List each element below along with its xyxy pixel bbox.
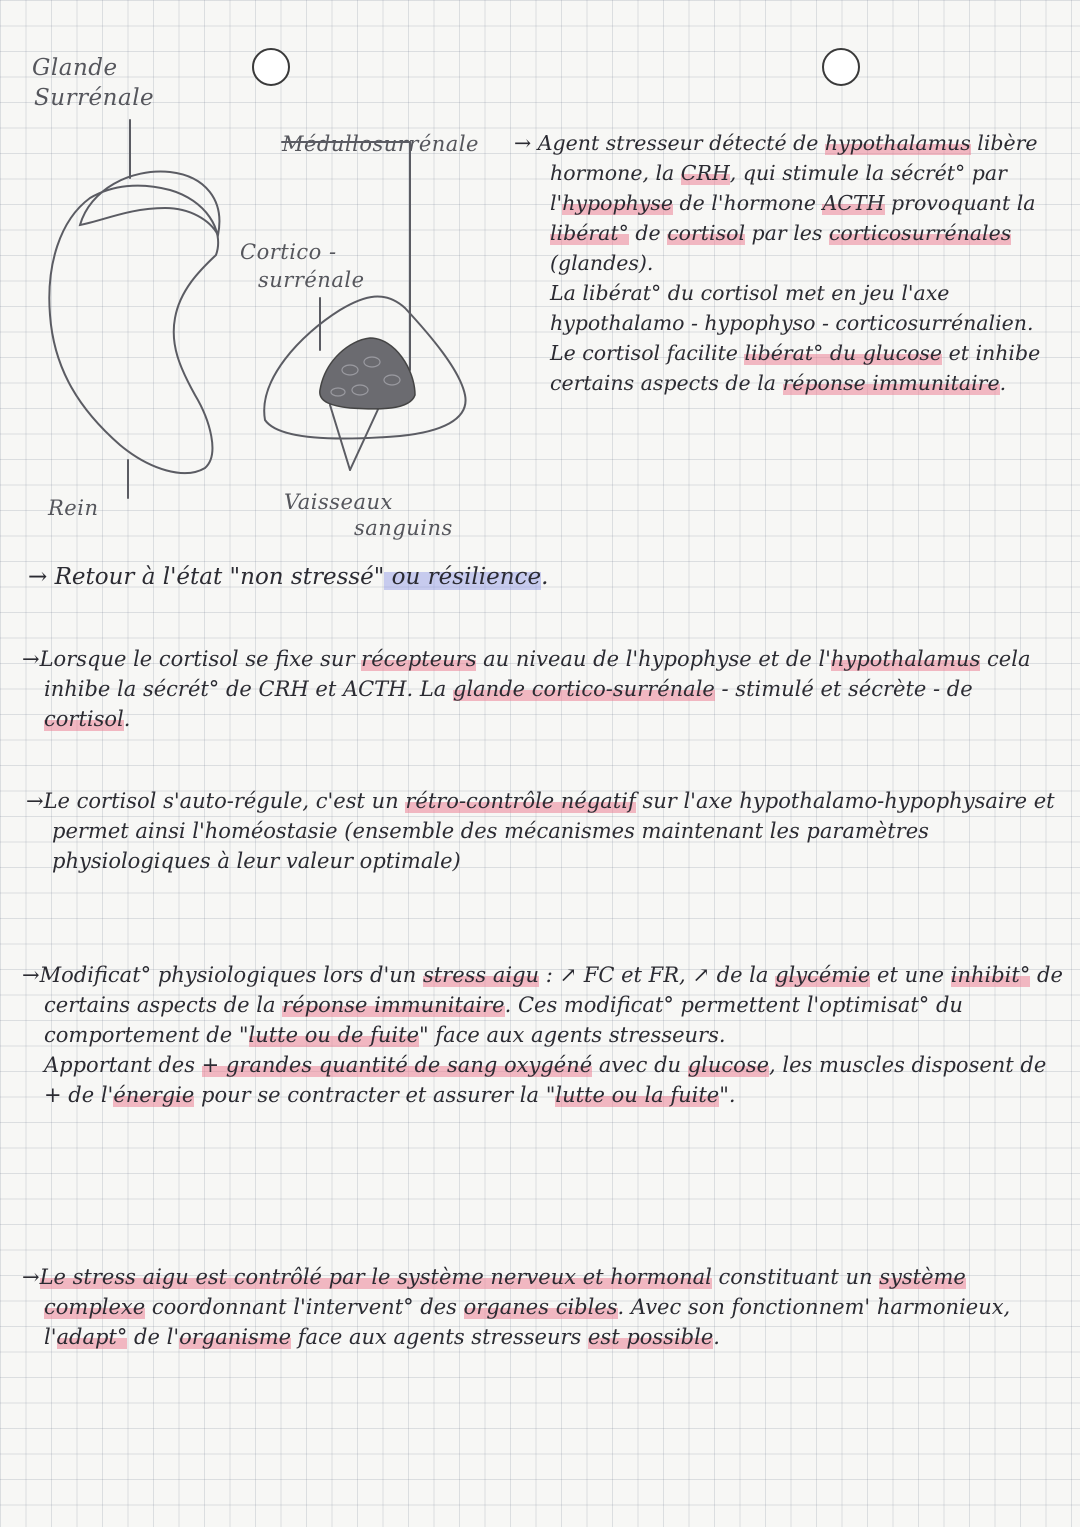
highlight-hypothalamus: hypothalamus [830, 647, 981, 671]
highlight-glycemie: glycémie [775, 963, 871, 987]
text-span: Le cortisol s'auto-régule, c'est un [43, 789, 406, 813]
highlight-lutte-fuite: lutte ou la fuite [555, 1083, 720, 1107]
highlight-stress-control: Le stress aigu est contrôlé par le système nerveux et hormonal [39, 1265, 712, 1289]
highlight-possible: est possible [588, 1325, 714, 1349]
text-span: et inhibe certains aspects de la [550, 341, 1041, 395]
paragraph-retrocontrole [22, 644, 1064, 734]
highlight-adaptation: adapt° [56, 1325, 128, 1349]
text-span: . [999, 371, 1007, 395]
text-span: . [713, 1325, 720, 1349]
arrow-icon: → [22, 1265, 40, 1289]
text-span: face aux agents stresseurs [291, 1325, 588, 1349]
highlight-glucose: glucose [687, 1053, 770, 1077]
label-vaisseaux-line1: Vaisseaux [284, 490, 393, 514]
text-span: , les muscles disposent de + de l' [44, 1053, 1047, 1107]
text-span: provoquant la [884, 191, 1036, 215]
text-span: " face aux agents stresseurs. [419, 1023, 726, 1047]
highlight-lutte-fuite: lutte ou de fuite [248, 1023, 419, 1047]
arrow-icon: → [514, 131, 532, 155]
diagram-title-line1: Glande [32, 55, 118, 81]
text-span: Lorsque le cortisol se fixe sur [39, 647, 362, 671]
label-corticosurrenale-line1: Cortico - [240, 240, 337, 264]
highlight-stress-aigu: stress aigu [422, 963, 540, 987]
text-span: Agent stresseur détecté de [537, 131, 825, 155]
notes-cortisol-axis: La libérat° du cortisol met en jeu l'axe hypothalamo - hypophyso - corticosurrénalien. [550, 281, 1034, 335]
paragraph-text [44, 1050, 1064, 1110]
arrow-icon: → [26, 789, 44, 813]
label-corticosurrenale-line2: surrénale [258, 268, 365, 292]
retour-text: Retour à l'état "non stressé" [54, 564, 385, 590]
text-span: avec du [592, 1053, 688, 1077]
notes-cortisol-effects [550, 338, 1070, 398]
paragraph-text [22, 644, 1064, 734]
binder-hole-right [822, 48, 860, 86]
paragraph-autoregulation [26, 786, 1072, 876]
text-span: de [628, 221, 668, 245]
highlight-glucose: libérat° du glucose [744, 341, 943, 365]
label-vaisseaux-line2: sanguins [354, 516, 453, 540]
paragraph-text [22, 960, 1064, 1050]
medulla-core [320, 338, 415, 409]
paragraph-text [22, 1262, 1064, 1352]
text-span: Modificat° physiologiques lors d'un [39, 963, 423, 987]
highlight-recepteurs: récepteurs [361, 647, 477, 671]
text-span: Le cortisol facilite [550, 341, 745, 365]
arrow-icon: → [28, 564, 48, 590]
diagram-title-line2: Surrénale [34, 85, 155, 111]
highlight-cortisol: cortisol [44, 707, 124, 731]
highlight-energie: énergie [113, 1083, 195, 1107]
text-span: par les [745, 221, 829, 245]
text-span: coordonnant l'intervent° des [145, 1295, 464, 1319]
text-span: (glandes). [550, 251, 654, 275]
highlight-crh: CRH [680, 161, 730, 185]
paragraph-controle [22, 1262, 1064, 1352]
text-span: de l' [127, 1325, 180, 1349]
highlight-immune-response: réponse immunitaire [282, 993, 505, 1017]
highlight-liberation: libérat° [550, 221, 629, 245]
paragraph-text [26, 786, 1072, 876]
text-span: . [541, 564, 549, 590]
text-span: . [123, 707, 131, 731]
text-span: Apportant des [44, 1053, 202, 1077]
highlight-hypophyse: hypophyse [562, 191, 674, 215]
text-span: libère hormone, la [550, 131, 1038, 185]
adrenal-gland-diagram [20, 50, 560, 550]
highlight-corticosurrenales: corticosurrénales [828, 221, 1012, 245]
arrow-icon: → [22, 963, 40, 987]
text-span: de l'hormone [673, 191, 823, 215]
text-span: . Avec son fonctionnem' harmonieux, l' [44, 1295, 1011, 1349]
label-medullosurrenale: Médullosurrénale [282, 132, 479, 156]
paragraph-stress-aigu [22, 960, 1064, 1110]
highlight-organes-cibles: organes cibles [463, 1295, 618, 1319]
text-span: , qui stimule la sécrét° par l' [550, 161, 1007, 215]
text-span: : ↗ FC et FR, ↗ de la [539, 963, 776, 987]
text-span: pour se contracter et assurer la " [194, 1083, 556, 1107]
text-span: et une [870, 963, 951, 987]
text-span: au niveau de l'hypophyse et de l' [476, 647, 831, 671]
highlight-resilience: ou résilience [384, 564, 542, 590]
kidney-outline [49, 186, 218, 473]
label-rein: Rein [48, 496, 99, 520]
top-right-notes [514, 128, 1070, 398]
highlight-acth: ACTH [822, 191, 885, 215]
text-span: - stimulé et sécrète - de [714, 677, 973, 701]
text-span: de certains aspects de la [44, 963, 1063, 1017]
highlight-inhibition: inhibit° [950, 963, 1031, 987]
text-span: ". [719, 1083, 736, 1107]
highlight-immune-response: réponse immunitaire [782, 371, 1000, 395]
text-span: cela inhibe la sécrét° de CRH et ACTH. La [44, 647, 1031, 701]
highlight-systeme-complexe: système complexe [44, 1265, 966, 1319]
notes-axis-paragraph [514, 128, 1070, 278]
adrenal-cap-outline [80, 172, 219, 235]
retour-line [28, 562, 1048, 592]
highlight-hypothalamus: hypothalamus [824, 131, 971, 155]
diagram-drawing [20, 50, 560, 550]
text-span: . Ces modificat° permettent l'optimisat° du comportement de " [44, 993, 963, 1047]
highlight-cortisol: cortisol [667, 221, 746, 245]
highlight-glande-cortico: glande cortico-surrénale [453, 677, 715, 701]
arrow-icon: → [22, 647, 40, 671]
highlight-retrocontrole: rétro-contrôle négatif [405, 789, 636, 813]
highlight-sang-oxygene: + grandes quantité de sang oxygéné [201, 1053, 593, 1077]
text-span: constituant un [711, 1265, 880, 1289]
text-span: sur l'axe hypothalamo-hypophysaire et permet ainsi l'homéostasie (ensemble des mécanismes maintenant les paramètres physiologiques à leur valeur optimale) [52, 789, 1055, 873]
highlight-organisme: organisme [179, 1325, 292, 1349]
